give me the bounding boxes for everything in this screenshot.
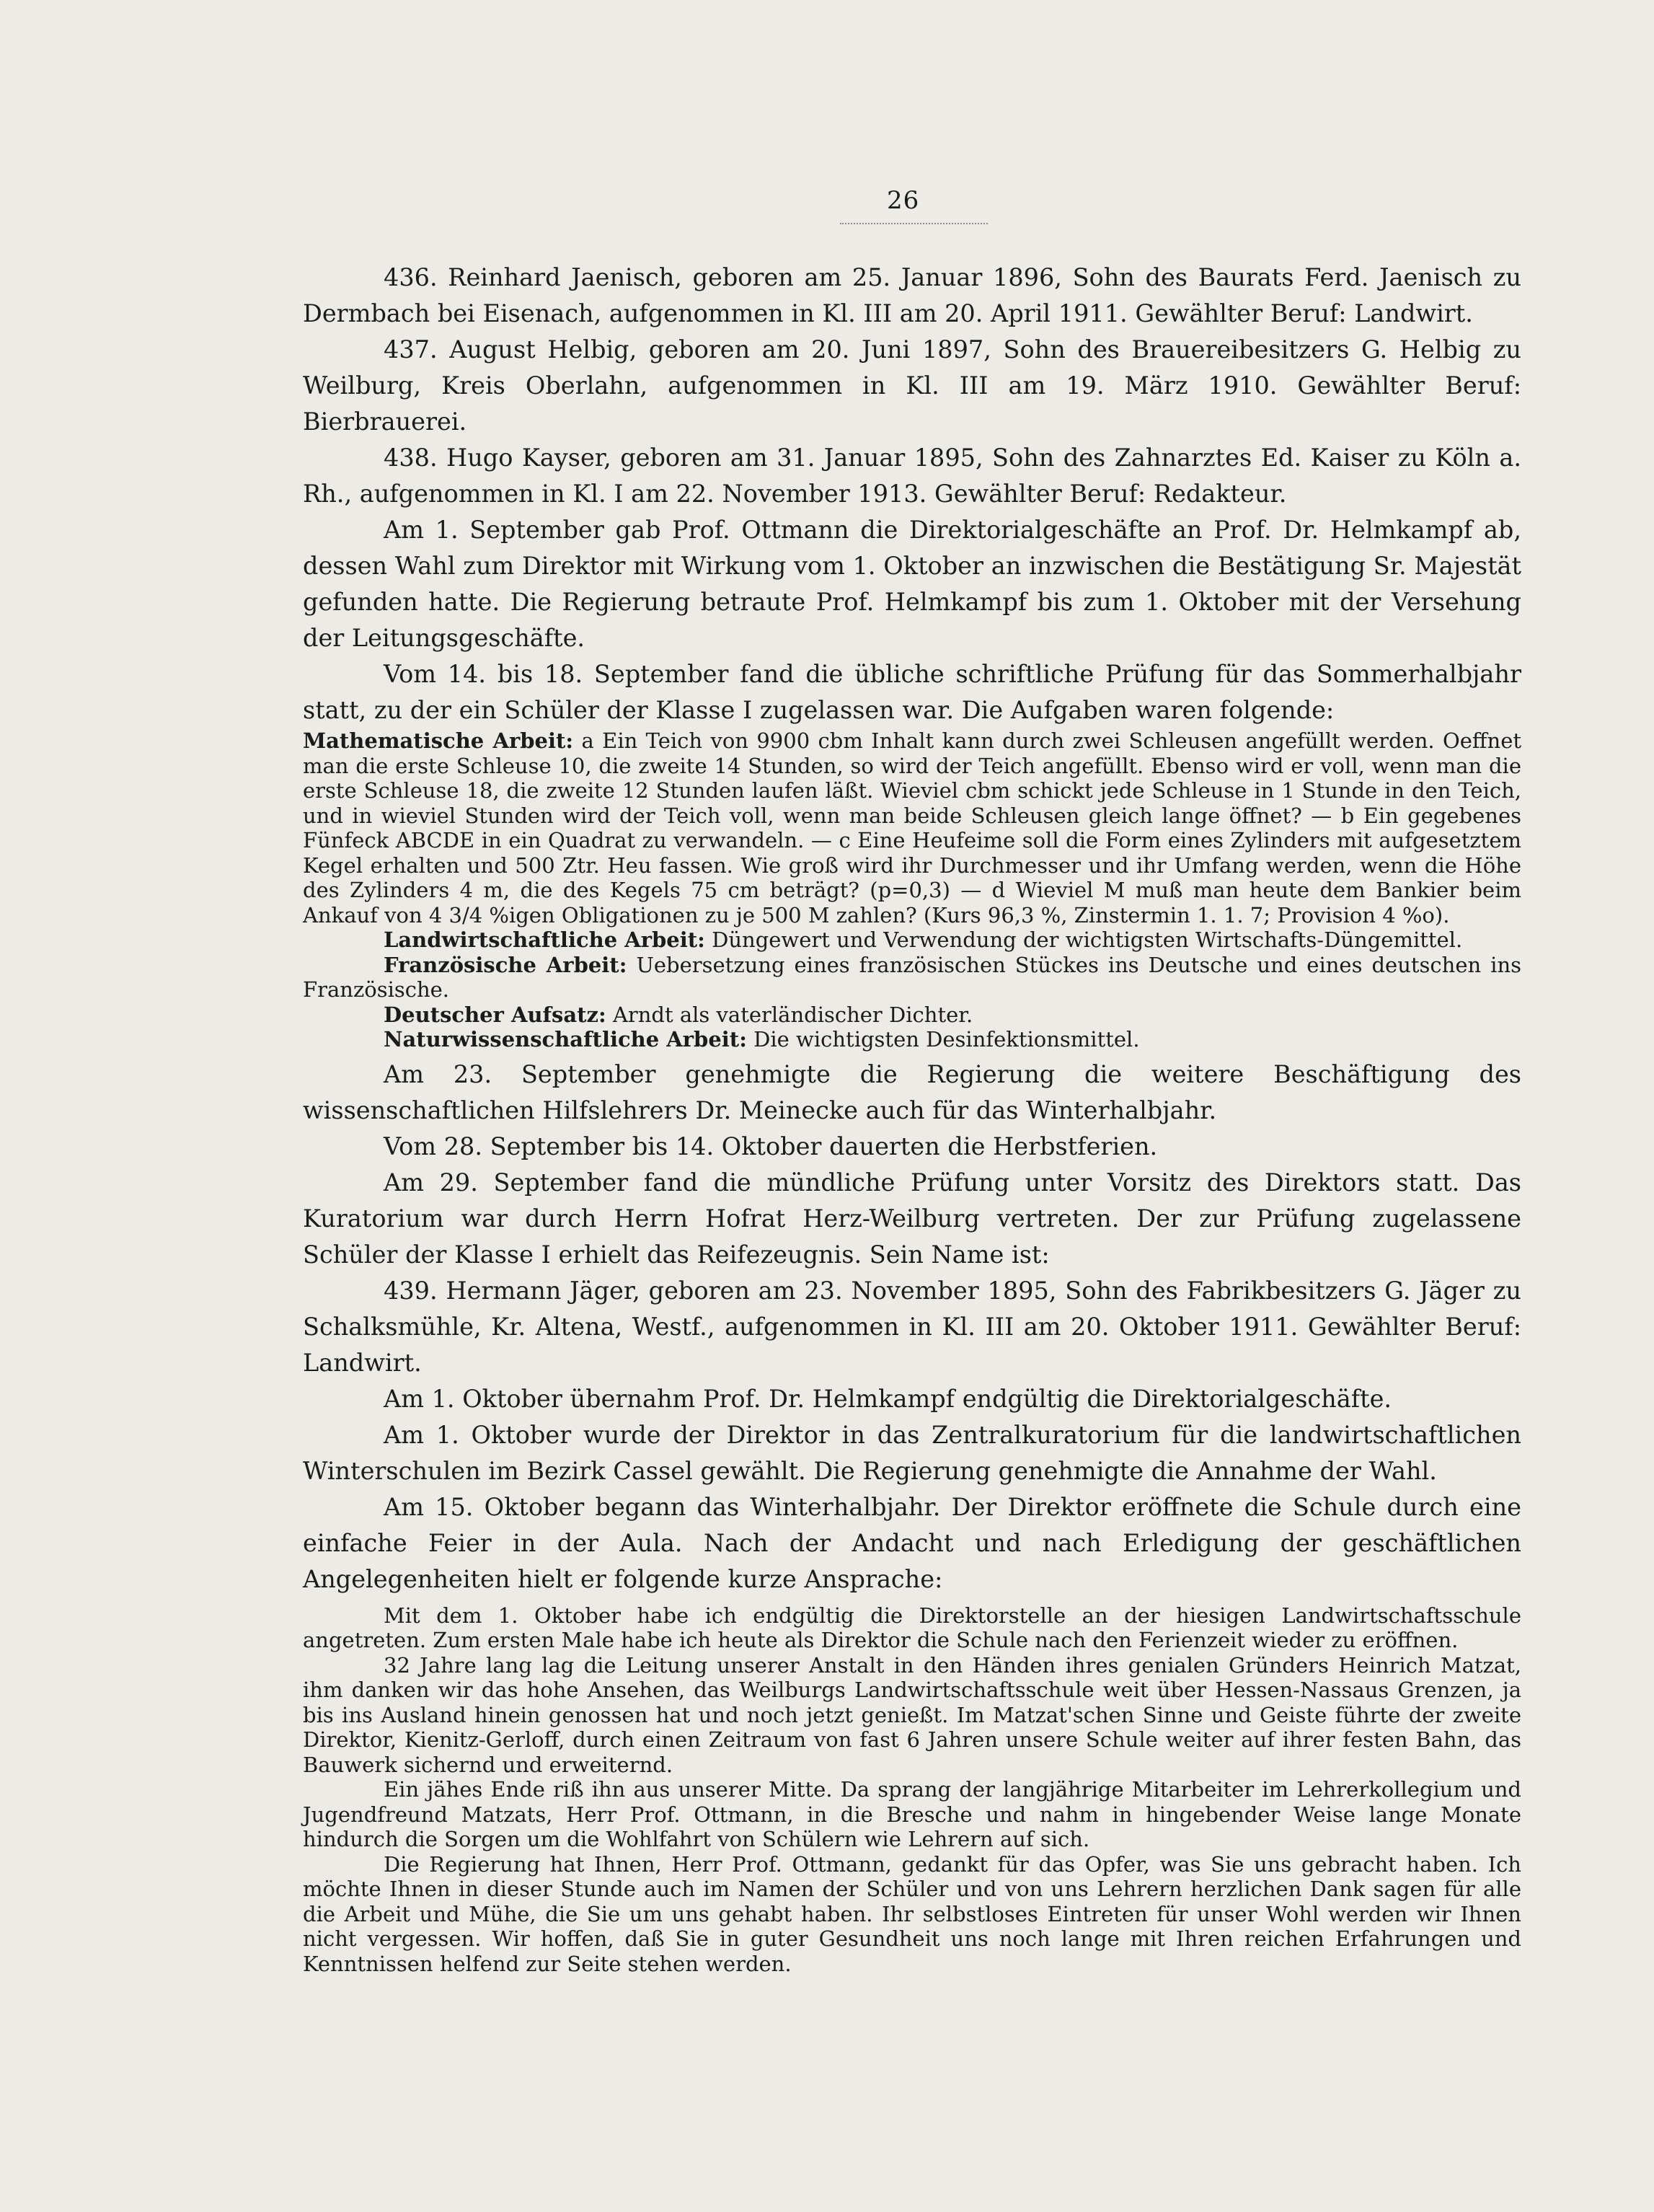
exam-german xyxy=(303,1003,1521,1028)
paragraph: 439. Hermann Jäger, geboren am 23. November 1895, Sohn des Fabrikbesitzers G. Jäger zu Schalksmühle, Kr. Altena, Westf., aufgenommen in Kl. III am 20. Oktober 1911. Gewählter Beruf: Landwirt. xyxy=(303,1276,1521,1377)
paragraph: 436. Reinhard Jaenisch, geboren am 25. Januar 1896, Sohn des Baurats Ferd. Jaenisch zu Dermbach bei Eisenach, aufgenommen in Kl. III am 20. April 1911. Gewählter Beruf: Landwirt. xyxy=(303,263,1521,327)
paragraph: Am 1. Oktober übernahm Prof. Dr. Helmkampf endgültig die Direktorialgeschäfte. xyxy=(384,1384,1392,1413)
speech-paragraph: 32 Jahre lang lag die Leitung unserer Anstalt in den Händen ihres genialen Gründers Heinrich Matzat, ihm danken wir das hohe Ansehen, das Weilburgs Landwirtschaftsschule weit über Hessen-Nassaus Grenzen, ja bis ins Ausland hinein genossen hat und noch jetzt genießt. Im Matzat'schen Sinne und Geiste führte der zweite Direktor, Kienitz-Gerloff, durch einen Zeitraum von fast 6 Jahren unsere Schule weiter auf ihrer festen Bahn, das Bauwerk sichernd und erweiternd. xyxy=(303,1652,1521,1777)
paragraph: Am 15. Oktober begann das Winterhalbjahr. Der Direktor eröffnete die Schule durch eine einfache Feier in der Aula. Nach der Andacht und nach Erledigung der geschäftlichen Angelegenheiten hielt er folgende kurze Ansprache: xyxy=(303,1492,1521,1593)
paragraph: Am 1. September gab Prof. Ottmann die Direktorialgeschäfte an Prof. Dr. Helmkampf ab, dessen Wahl zum Direktor mit Wirkung vom 1. Oktober an inzwischen die Bestätigung Sr. Majestät gefunden hatte. Die Regierung betraute Prof. Helmkampf bis zum 1. Oktober mit der Versehung der Leitungsgeschäfte. xyxy=(303,516,1521,652)
exam-label: Mathematische Arbeit: xyxy=(303,728,574,753)
exam-french xyxy=(303,953,1521,1003)
paragraph: Vom 14. bis 18. September fand die übliche schriftliche Prüfung für das Sommerhalbjahr statt, zu der ein Schüler der Klasse I zugelassen war. Die Aufgaben waren folgende: xyxy=(303,660,1521,724)
exam-science xyxy=(303,1027,1521,1052)
exam-label: Landwirtschaftliche Arbeit: xyxy=(384,927,705,952)
page-number-ornament xyxy=(840,223,988,224)
exam-label: Französische Arbeit: xyxy=(384,952,627,977)
paragraph: Vom 28. September bis 14. Oktober dauerten die Herbstferien. xyxy=(384,1132,1158,1160)
paragraph: Am 1. Oktober wurde der Direktor in das Zentralkuratorium für die landwirtschaftlichen Winterschulen im Bezirk Cassel gewählt. Die Regierung genehmigte die Annahme der Wahl. xyxy=(303,1420,1521,1485)
speech-paragraph: Die Regierung hat Ihnen, Herr Prof. Ottmann, gedankt für das Opfer, was Sie uns gebracht haben. Ich möchte Ihnen in dieser Stunde auch im Namen der Schüler und von uns Lehrern herzlichen Dank sagen für alle die Arbeit und Mühe, die Sie um uns gehabt haben. Ihr selbstloses Eintreten für unser Wohl werden wir Ihnen nicht vergessen. Wir hoffen, daß Sie in guter Gesundheit uns noch lange mit Ihren reichen Erfahrungen und Kenntnissen helfend zur Seite stehen werden. xyxy=(303,1851,1521,1976)
exam-agri xyxy=(303,927,1521,953)
exam-label: Naturwissenschaftliche Arbeit: xyxy=(384,1027,747,1052)
exam-text: Arndt als vaterländischer Dichter. xyxy=(612,1002,973,1027)
paragraph: 438. Hugo Kayser, geboren am 31. Januar 1895, Sohn des Zahnarztes Ed. Kaiser zu Köln a. Rh., aufgenommen in Kl. I am 22. November 1913. Gewählter Beruf: Redakteur. xyxy=(303,444,1521,508)
exam-text: Düngewert und Verwendung der wichtigsten Wirtschafts-Düngemittel. xyxy=(712,927,1463,952)
page-number: 26 xyxy=(887,186,920,215)
paragraph: Am 29. September fand die mündliche Prüfung unter Vorsitz des Direktors statt. Das Kuratorium war durch Herrn Hofrat Herz-Weilburg vertreten. Der zur Prüfung zugelassene Schüler der Klasse I erhielt das Reifezeugnis. Sein Name ist: xyxy=(303,1168,1521,1269)
exam-math xyxy=(303,728,1521,927)
exam-label: Deutscher Aufsatz: xyxy=(384,1002,606,1027)
paragraph: Am 23. September genehmigte die Regierung die weitere Beschäftigung des wissenschaftlichen Hilfslehrers Dr. Meinecke auch für das Winterhalbjahr. xyxy=(303,1059,1521,1124)
exam-text: a Ein Teich von 9900 cbm Inhalt kann durch zwei Schleusen angefüllt werden. Oeffnet man die erste Schleuse 10, die zweite 14 Stunden, so wird der Teich angefüllt. Ebenso wird er voll, wenn man die erste Schleuse 18, die zweite 12 Stunden laufen läßt. Wieviel cbm schickt jede Schleuse in 1 Stunde in den Teich, und in wieviel Stunden wird der Teich voll, wenn man beide Schleusen gleich lange öffnet? — b Ein gegebenes Fünfeck ABCDE in ein Quadrat zu verwandeln. — c Eine Heufeime soll die Form eines Zylinders mit aufgesetztem Kegel erhalten und 500 Ztr. Heu fassen. Wie groß wird ihr Durchmesser und ihr Umfang werden, wenn die Höhe des Zylinders 4 m, die des Kegels 75 cm beträgt? (p=0,3) — d Wieviel M muß man heute dem Bankier beim Ankauf von 4 3/4 %igen Obligationen zu je 500 M zahlen? (Kurs 96,3 %, Zinstermin 1. 1. 7; Provision 4 %o). xyxy=(303,728,1522,927)
exam-text: Die wichtigsten Desinfektionsmittel. xyxy=(753,1027,1140,1052)
body-text xyxy=(303,260,1521,1976)
speech-paragraph: Ein jähes Ende riß ihn aus unserer Mitte. Da sprang der langjährige Mitarbeiter im Lehrerkollegium und Jugendfreund Matzats, Herr Prof. Ottmann, in die Bresche und nahm in hingebender Weise lange Monate hindurch die Sorgen um die Wohlfahrt von Schülern wie Lehrern auf sich. xyxy=(303,1777,1521,1851)
speech-paragraph: Mit dem 1. Oktober habe ich endgültig die Direktorstelle an der hiesigen Landwirtschaftsschule angetreten. Zum ersten Male habe ich heute als Direktor die Schule nach den Ferienzeit wieder zu eröffnen. xyxy=(303,1603,1521,1652)
exam-text: Uebersetzung eines französischen Stückes ins Deutsche und eines deutschen ins Französische. xyxy=(303,952,1521,1002)
paragraph: 437. August Helbig, geboren am 20. Juni 1897, Sohn des Brauereibesitzers G. Helbig zu Weilburg, Kreis Oberlahn, aufgenommen in Kl. III am 19. März 1910. Gewählter Beruf: Bierbrauerei. xyxy=(303,335,1521,436)
